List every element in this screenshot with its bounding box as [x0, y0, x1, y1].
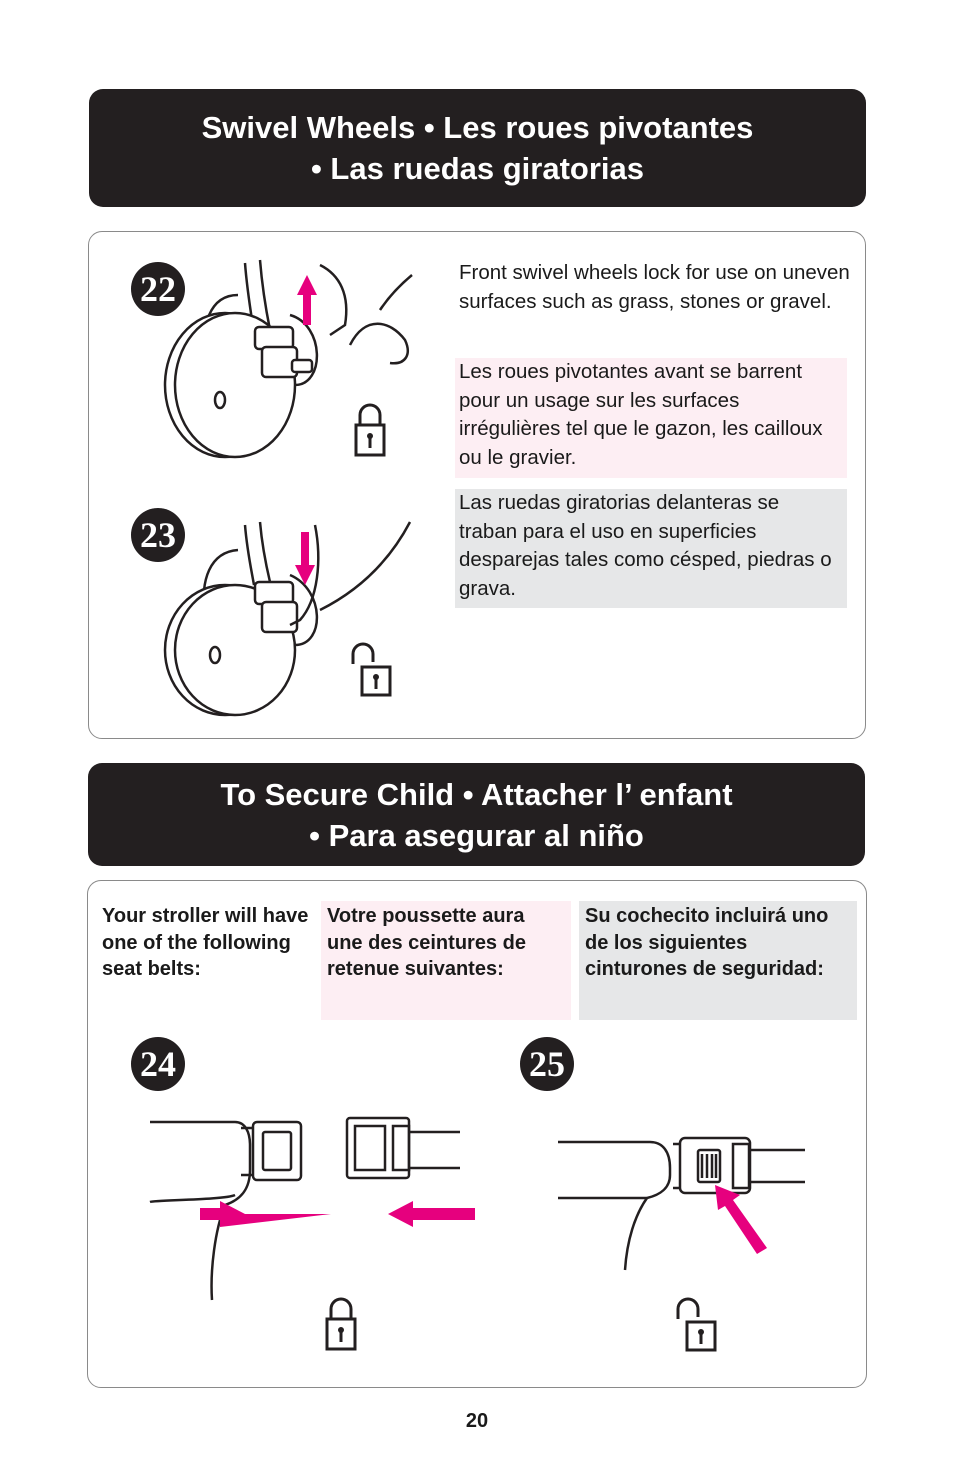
section-title-line2: • Las ruedas giratorias — [310, 151, 645, 186]
step-number-24: 24 — [131, 1037, 185, 1091]
section-title-line1: Swivel Wheels • Les roues pivotantes — [201, 110, 754, 145]
step-number-22: 22 — [131, 262, 185, 316]
belt-text-french: Votre poussette aura une des ceintures de retenue suivantes: — [321, 901, 571, 1020]
swivel-text-french: Les roues pivotantes avant se barrent pour un usage sur les surfaces irrégulières tel que le gazon, les cailloux ou le gravier. — [455, 358, 847, 478]
section-header-secure-child — [88, 763, 865, 866]
arrow-diagonal-icon — [715, 1185, 767, 1254]
lock-open-icon — [350, 642, 394, 697]
section-title-line1: To Secure Child • Attacher l’ enfant — [220, 776, 733, 812]
swivel-text-spanish: Las ruedas giratorias delanteras se traban para el uso en superficies desparejas tales como césped, piedras o grava. — [455, 489, 847, 608]
swivel-text-english: Front swivel wheels lock for use on uneven surfaces such as grass, stones or gravel. — [459, 261, 850, 313]
belt-text-english: Your stroller will have one of the following seat belts: — [102, 905, 309, 980]
buckle-fasten-illustration — [145, 1110, 475, 1305]
belt-text-spanish: Su cochecito incluirá uno de los siguientes cinturones de seguridad: — [579, 901, 857, 1020]
buckle-release-illustration — [555, 1130, 810, 1280]
step-number-25: 25 — [520, 1037, 574, 1091]
step-number-23: 23 — [131, 508, 185, 562]
page-number: 20 — [465, 1410, 489, 1432]
arrow-left-icon — [388, 1201, 475, 1227]
section-header-swivel-wheels — [89, 89, 866, 207]
lock-closed-icon — [353, 403, 387, 458]
section-title-line2: • Para asegurar al niño — [309, 817, 644, 853]
arrow-up-icon — [297, 275, 317, 325]
arrow-down-icon — [295, 532, 315, 585]
lock-open-icon — [675, 1297, 719, 1352]
lock-closed-icon — [324, 1297, 358, 1352]
